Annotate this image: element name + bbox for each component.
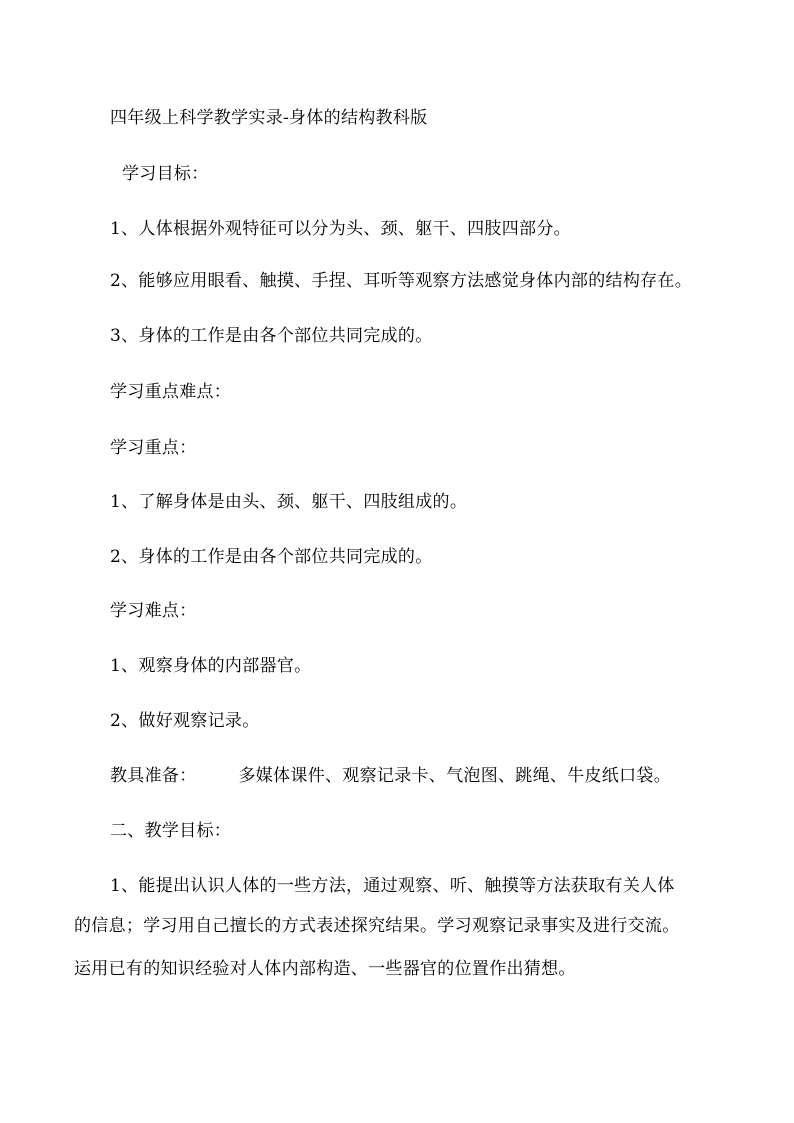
learning-goal-item: 2、能够应用眼看、触摸、手捏、耳听等观察方法感觉身体内部的结构存在。 — [110, 271, 693, 291]
key-point-item: 2、身体的工作是由各个部位共同完成的。 — [110, 547, 433, 567]
difficult-point-item: 2、做好观察记录。 — [110, 711, 260, 731]
paragraph-line: 的信息；学习用自己擅长的方式表述探究结果。学习观察记录事实及进行交流。 — [74, 916, 680, 936]
key-points-heading: 学习重点： — [110, 438, 197, 458]
key-difficult-heading: 学习重点难点： — [110, 382, 232, 402]
learning-goal-item: 1、人体根据外观特征可以分为头、颈、躯干、四肢四部分。 — [110, 219, 571, 239]
teaching-aids-label: 教具准备： — [110, 766, 197, 786]
paragraph-line: 1、能提出认识人体的一些方法，通过观察、听、触摸等方法获取有关人体 — [110, 876, 675, 896]
learning-goals-heading: 学习目标： — [122, 164, 209, 184]
key-point-item: 1、了解身体是由头、颈、躯干、四肢组成的。 — [110, 492, 468, 512]
learning-goal-item: 3、身体的工作是由各个部位共同完成的。 — [110, 326, 433, 346]
difficult-points-heading: 学习难点： — [110, 601, 197, 621]
document-title: 四年级上科学教学实录-身体的结构教科版 — [110, 108, 428, 128]
teaching-aids-line — [110, 765, 671, 787]
difficult-point-item: 1、观察身体的内部器官。 — [110, 656, 312, 676]
section-two-heading: 二、教学目标： — [110, 821, 232, 841]
teaching-aids-value: 多媒体课件、观察记录卡、气泡图、跳绳、牛皮纸口袋。 — [238, 766, 671, 786]
paragraph-line: 运用已有的知识经验对人体内部构造、一些器官的位置作出猜想。 — [74, 959, 576, 979]
